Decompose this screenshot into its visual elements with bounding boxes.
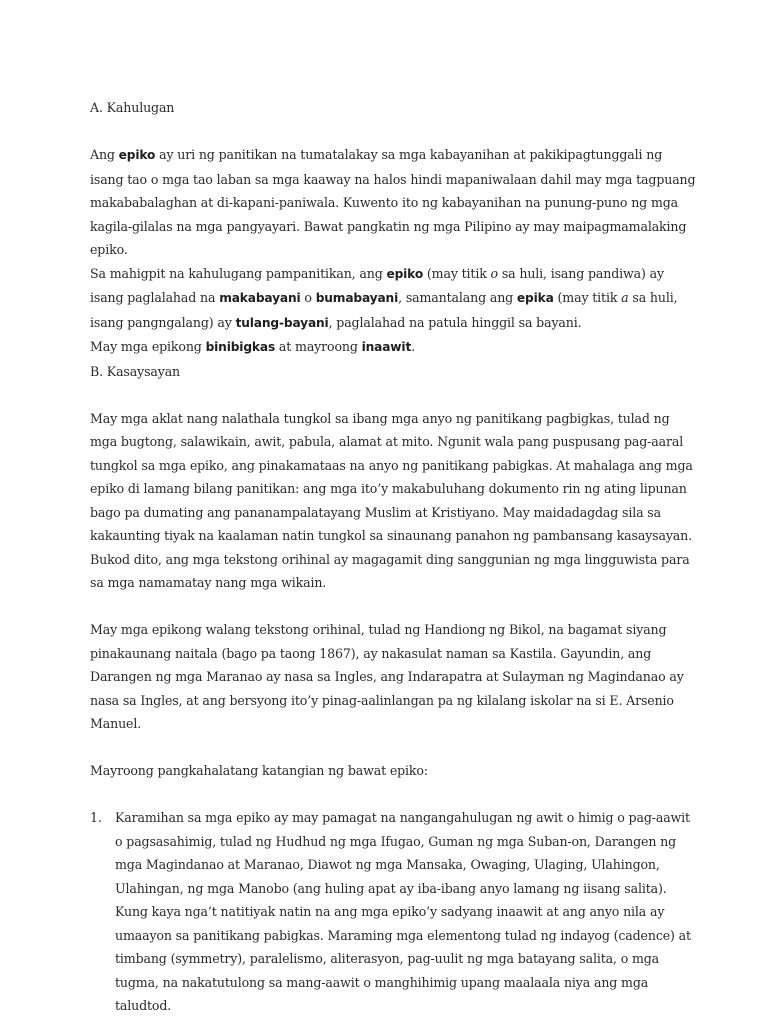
text-run: (may titik — [423, 265, 491, 281]
text-run: o — [300, 290, 316, 305]
history-paragraph-1: May mga aklat nang nalathala tungkol sa ibang mga anyo ng panitikang pagbigkas, tulad ng mga bugtong, salawikain, awit, pabula, alamat at mito. Ngunit wala pang puspusang pag-aaral tungkol sa mga epiko, ang pinakamataas na anyo ng panitikang pabigkas. At mahalaga ang mga epiko di lamang bilang panitikan: ang mga ito’y makabuluhang dokumento rin ng ating lipunan bago pa dumating ang pananampalatayang Muslim at Kristiyano. May maidadagdag sila sa kakaunting tiyak na kaalaman natin tungkol sa sinaunang panahon ng pambansang kasaysayan. Bukod dito, ang mga tekstong orihinal ay magagamit ding sanggunian ng mga lingguwista para sa mga namamatay nang mga wikain. — [90, 410, 693, 590]
term-inaawit: inaawit — [361, 340, 412, 354]
text-run: Sa mahigpit na kahulugang pampanitikan, ang — [90, 265, 387, 281]
text-run: sa huli, isang pangngalang) ay — [90, 290, 678, 330]
list-item-text: Karamihan sa mga epiko ay may pamagat na nangangahulugan ng awit o himig o pag-aawit o pagsasahimig, tulad ng Hudhud ng mga Ifugao, Guman ng mga Suban-on, Darangen ng mga Magindanao at Maranao, Diawot ng mga Mansaka, Owaging, Ulaging, Ulahingon, Ulahingan, ng mga Manobo (ang huling apat ay iba-ibang anyo lamang ng iisang salita). Kung kaya nga’t natitiyak natin na ang mga epiko’y sadyang inaawit at ang anyo nila ay umaayon sa panitikang pabigkas. Maraming mga elementong tulad ng indayog (cadence) at timbang (symmetry), paralelismo, aliterasyon, pag-uulit ng mga batayang salita, o mga tugma, na nakatutulong sa mang-aawit o manghihimig upang maalaala niya ang mga taludtod. — [115, 810, 691, 1013]
characteristics-intro: Mayroong pangkahalatang katangian ng bawat epiko: — [90, 763, 428, 778]
text-run: May mga epikong — [90, 339, 206, 354]
types-paragraph — [90, 335, 696, 360]
letter-a: a — [621, 290, 629, 305]
text-run: sa huli, isang pandiwa) ay isang paglalahad na — [90, 265, 664, 305]
section-heading-kasaysayan: B. Kasaysayan — [90, 363, 181, 379]
letter-o: o — [490, 265, 498, 281]
text-run: . — [411, 339, 415, 354]
section-heading-kahulugan: A. Kahulugan — [90, 100, 175, 115]
list-item-number: 1. — [90, 810, 102, 825]
spacer — [90, 383, 696, 407]
text-run: (may titik — [553, 290, 622, 305]
text-run: , samantalang ang — [398, 290, 517, 305]
text-run: Ang — [90, 147, 119, 162]
term-epiko: epiko — [118, 148, 156, 162]
literary-definition-paragraph — [90, 262, 696, 336]
text-run: , paglalahad na patula hinggil sa bayani. — [328, 314, 582, 330]
text-run: ay uri ng panitikan na tumatalakay sa mga kabayanihan at pakikipagtunggali ng isang tao o mga tao laban sa mga kaaway na halos hindi mapaniwalaan dahil may mga tagpuang makababalaghan at di-kapani-paniwala. Kuwento ito ng kabayanihan na punung-puno ng mga kagila-gilalas na mga pangyayari. Bawat pangkatin ng mga Pilipino ay may maipagmamalaking epiko. — [90, 147, 696, 257]
text-run: at mayroong — [275, 339, 362, 354]
characteristics-list — [90, 806, 696, 1018]
history-paragraph-2: May mga epikong walang tekstong orihinal, tulad ng Handiong ng Bikol, na bagamat siyang pinakaunang naitala (bago pa taong 1867), ay nakasulat naman sa Kastila. Gayundin, ang Darangen ng mga Maranao ay nasa sa Ingles, ang Indarapatra at Sulayman ng Magindanao ay nasa sa Ingles, at ang bersyong ito’y pinag-aalinlangan pa ng kilalang iskolar na si E. Arsenio Manuel. — [90, 622, 684, 731]
term-epika: epika — [516, 291, 554, 305]
term-tulang-bayani: tulang-bayani — [235, 315, 329, 330]
term-binibigkas: binibigkas — [205, 340, 276, 354]
spacer — [90, 736, 696, 760]
spacer — [90, 595, 696, 619]
term-epiko: epiko — [386, 266, 424, 281]
spacer — [90, 120, 696, 144]
list-item — [90, 806, 696, 1018]
term-makabayani: makabayani — [219, 291, 301, 305]
spacer — [90, 783, 696, 807]
term-bumabayani: bumabayani — [315, 291, 399, 305]
definition-paragraph — [90, 143, 696, 262]
